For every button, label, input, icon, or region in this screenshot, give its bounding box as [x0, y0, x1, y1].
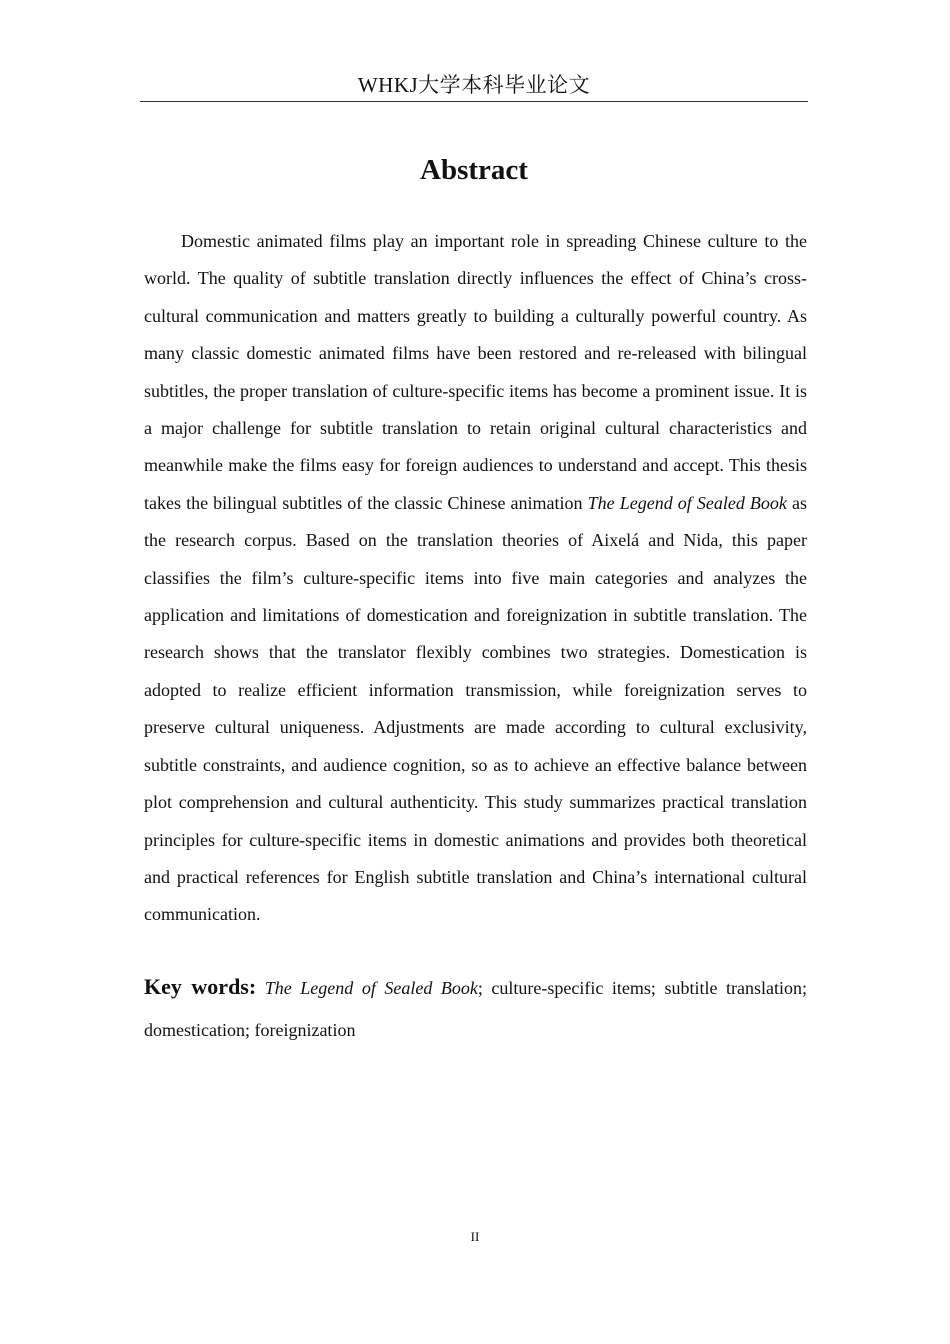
keywords-list: ; culture-specific items; subtitle translation; domestication; foreignization: [144, 978, 807, 1040]
abstract-heading: Abstract: [420, 154, 528, 186]
abstract-text-part-2: as the research corpus. Based on the translation theories of Aixelá and Nida, this paper classifies the film’s culture-specific items into five main categories and analyzes the application and limitations of domestication and foreignization in subtitle translation. The research shows that the translator flexibly combines two strategies. Domestication is adopted to realize efficient information transmission, while foreignization serves to preserve cultural uniqueness. Adjustments are made according to cultural exclusivity, subtitle constraints, and audience cognition, so as to achieve an effective balance between plot comprehension and cultural authenticity. This study summarizes practical translation principles for culture-specific items in domestic animations and provides both theoretical and practical references for English subtitle translation and China’s international cultural communication.: [144, 492, 807, 925]
keywords-film-title: The Legend of Sealed Book: [264, 978, 478, 998]
abstract-text-part-1: Domestic animated films play an important role in spreading Chinese culture to the world. The quality of subtitle translation directly influences the effect of China’s cross-cultural communication and matters greatly to building a culturally powerful country. As many classic domestic animated films have been restored and re-released with bilingual subtitles, the proper translation of culture-specific items has become a prominent issue. It is a major challenge for subtitle translation to retain original cultural characteristics and meanwhile make the films easy for foreign audiences to understand and accept. This thesis takes the bilingual subtitles of the classic Chinese animation: [144, 231, 807, 513]
running-header-title: WHKJ大学本科毕业论文: [357, 73, 591, 97]
page-number: II: [470, 1229, 480, 1244]
keywords-label: Key words:: [144, 974, 257, 999]
abstract-paragraph: [144, 223, 807, 934]
abstract-film-title: The Legend of Sealed Book: [587, 492, 787, 513]
header-divider: [140, 101, 808, 102]
keywords-paragraph: [144, 966, 807, 1051]
